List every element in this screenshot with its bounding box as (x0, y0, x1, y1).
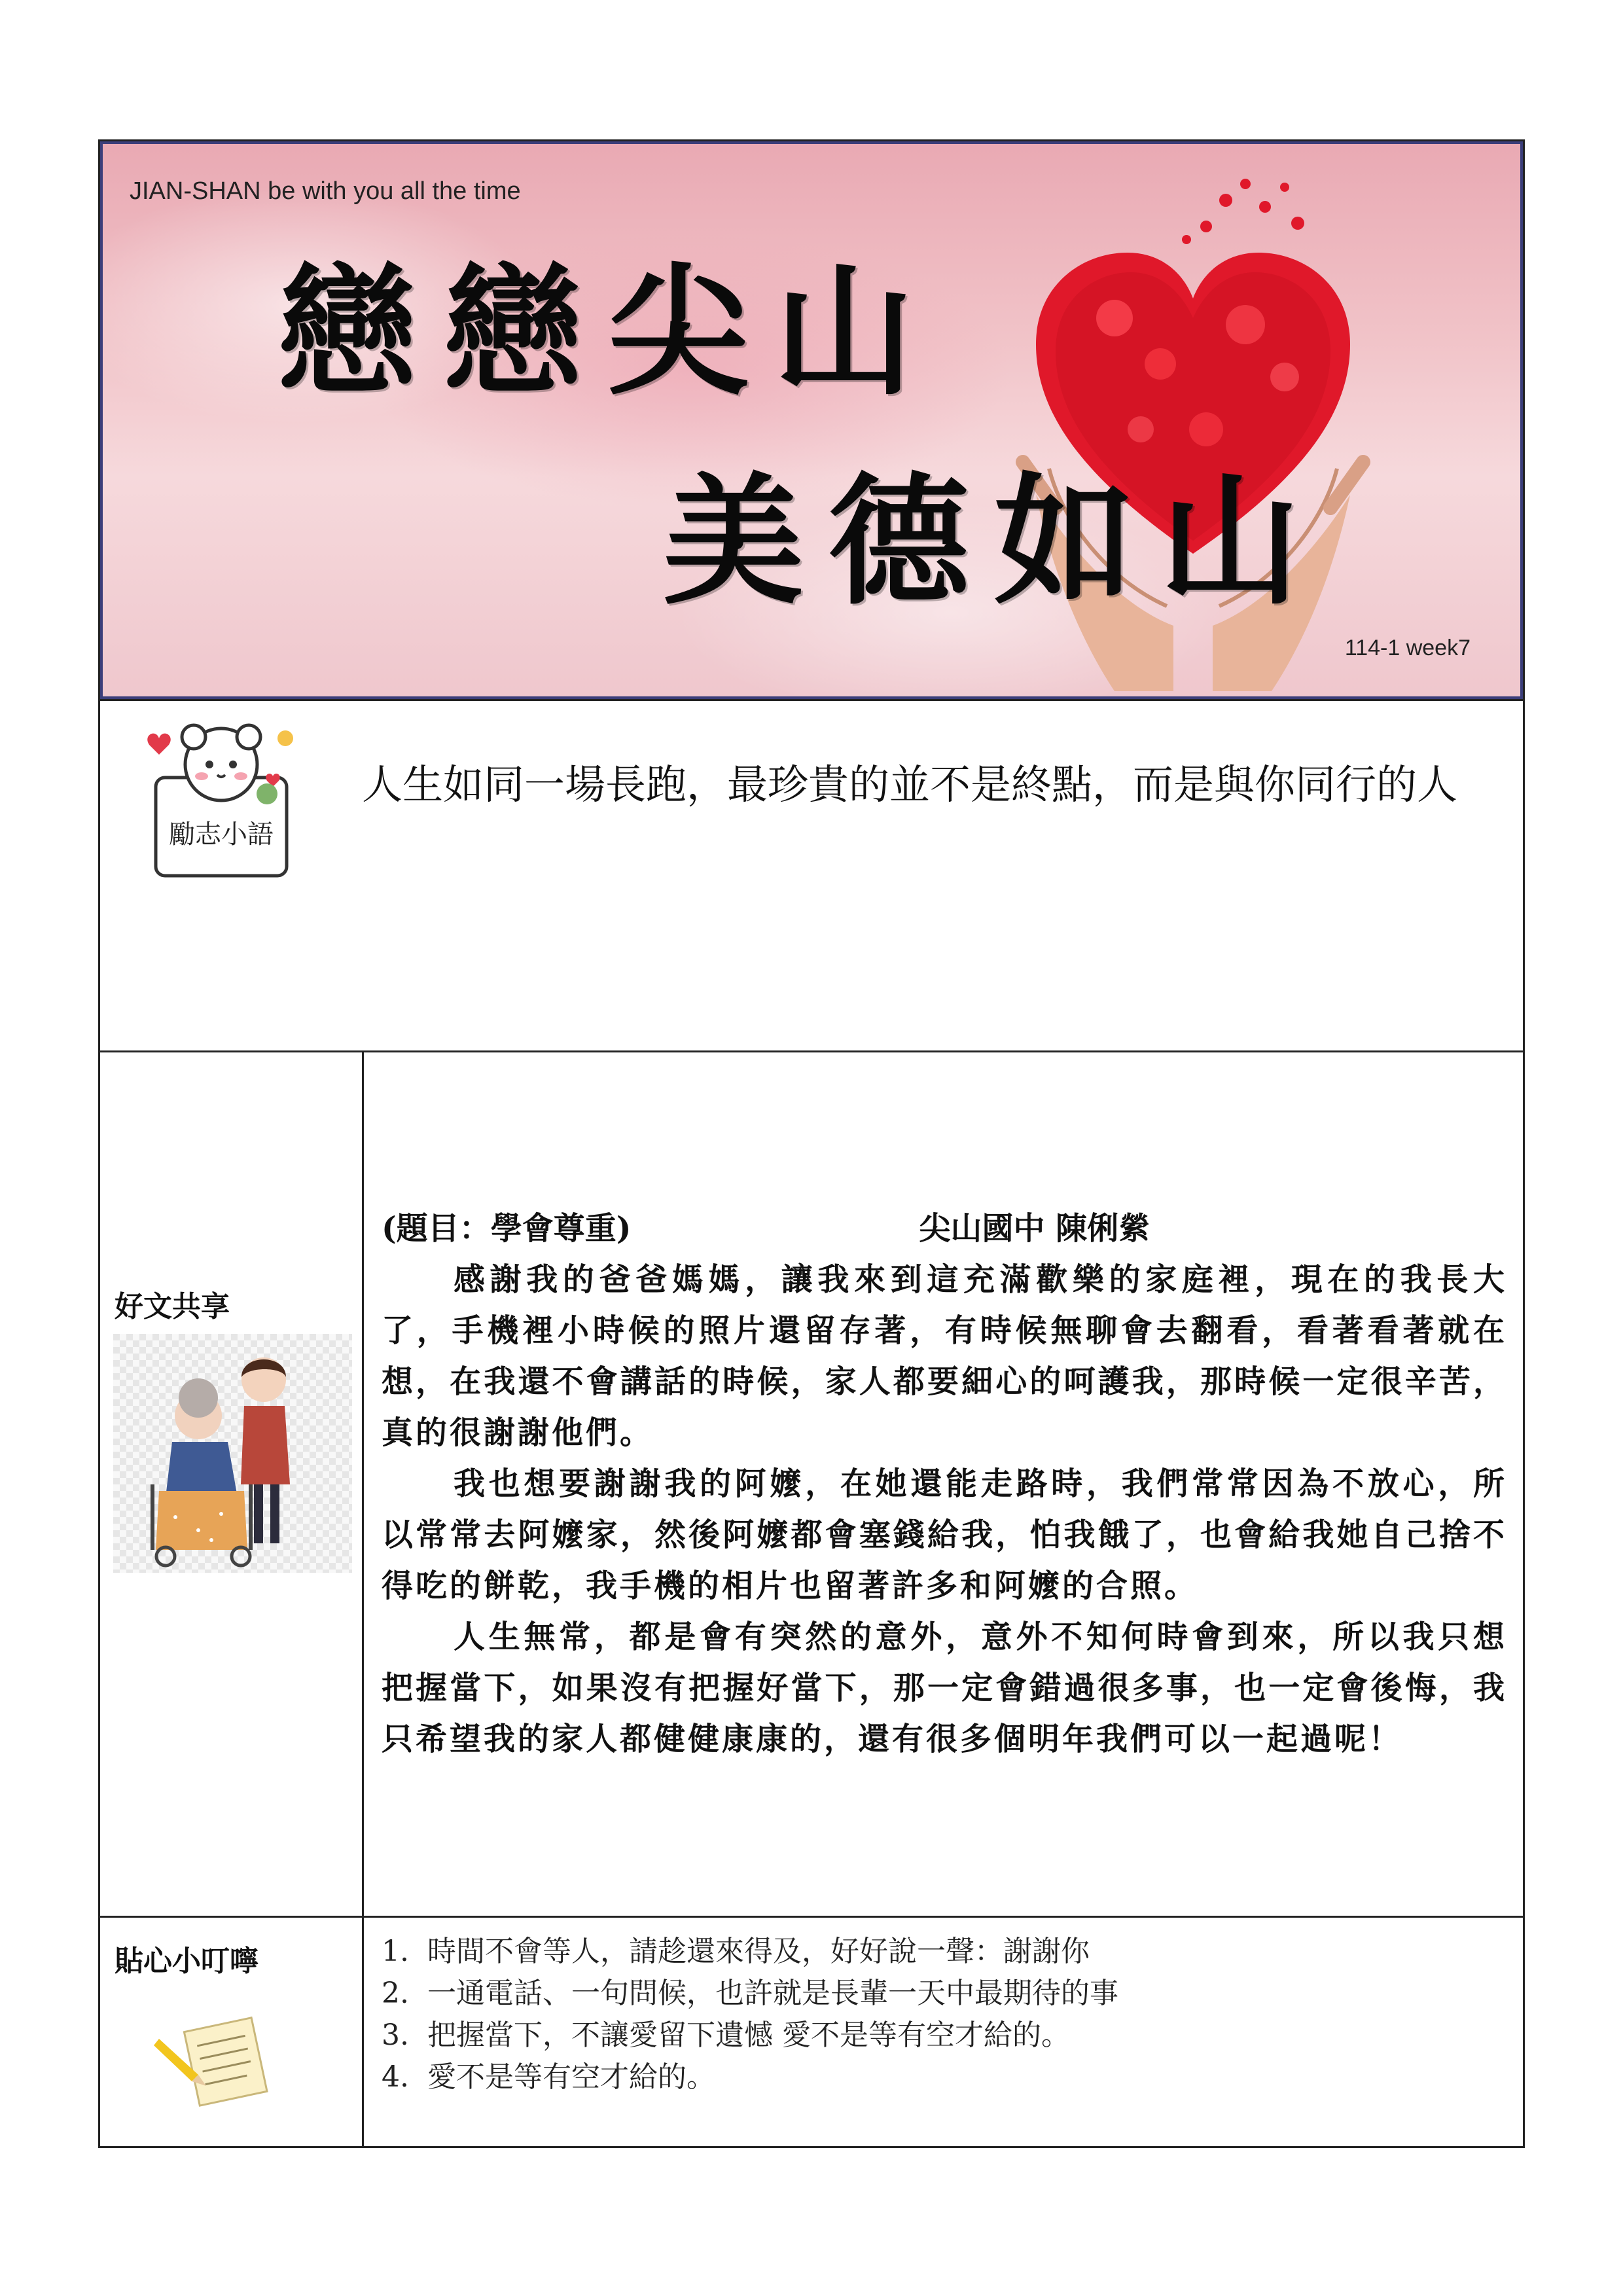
motto-text: 人生如同一場長跑，最珍貴的並不是終點，而是與你同行的人 (362, 761, 1458, 808)
tip-number: 1. (382, 1935, 409, 1968)
note-pencil-icon (152, 2013, 270, 2111)
tips-left-column (100, 1918, 364, 2148)
tip-item (382, 1931, 1118, 1973)
tip-text: 一通電話、一句問候，也許就是長輩一天中最期待的事 (427, 1977, 1118, 2010)
article-row (100, 1052, 1523, 1918)
article-author: 尖山國中 陳俐縈 (919, 1210, 1150, 1247)
tips-row (100, 1918, 1523, 2148)
tip-item (382, 1973, 1118, 2015)
banner-title-line1: 戀戀尖山 (277, 249, 939, 414)
tip-item (382, 2056, 1118, 2098)
article-body (382, 1203, 1507, 1765)
article-title: (題目：學會尊重) (382, 1210, 632, 1247)
tip-number: 3. (382, 2018, 409, 2052)
banner-border (100, 141, 1523, 699)
article-paragraph: 感謝我的爸爸媽媽，讓我來到這充滿歡樂的家庭裡，現在的我長大了，手機裡小時候的照片還留存著，有時候無聊會去翻看，看著看著就在想，在我還不會講話的時候，家人都要細心的呵護我，那時候一定很辛苦，真的很謝謝他們。 (382, 1261, 1507, 1451)
issue-week: 114-1 week7 (1344, 636, 1471, 660)
banner-tagline: JIAN-SHAN be with you all the time (130, 177, 521, 205)
tip-number: 2. (382, 1977, 409, 2010)
article-left-column (100, 1052, 364, 1916)
grandma-granddaughter-icon (113, 1334, 352, 1573)
article-paragraph: 我也想要謝謝我的阿嬤，在她還能走路時，我們常常因為不放心，所以常常去阿嬤家，然後阿嬤都會塞錢給我，怕我餓了，也會給我她自己捨不得吃的餅乾，我手機的相片也留著許多和阿嬤的合照。 (382, 1465, 1507, 1604)
bear-sign-icon (136, 719, 306, 882)
banner (100, 141, 1523, 701)
tip-text: 愛不是等有空才給的。 (427, 2060, 715, 2094)
motto-row (100, 699, 1523, 1052)
banner-title-line2: 美德如山 (663, 458, 1325, 624)
article-section-label: 好文共享 (115, 1290, 230, 1323)
tips-section-label: 貼心小叮嚀 (115, 1945, 259, 1978)
article-paragraph: 人生無常，都是會有突然的意外，意外不知何時會到來，所以我只想把握當下，如果沒有把握好當下，那一定會錯過很多事，也一定會後悔，我只希望我的家人都健健康康的，還有很多個明年我們可以一起過呢！ (382, 1619, 1507, 1757)
article-header (382, 1203, 1507, 1254)
tip-item (382, 2015, 1118, 2056)
motto-badge-label: 勵志小語 (169, 819, 274, 850)
newsletter-frame (98, 139, 1525, 2148)
tip-text: 時間不會等人，請趁還來得及，好好說一聲：謝謝你 (427, 1935, 1090, 1968)
tips-list (382, 1931, 1118, 2098)
tip-text: 把握當下，不讓愛留下遺憾 愛不是等有空才給的。 (427, 2018, 1070, 2052)
tip-number: 4. (382, 2060, 409, 2094)
